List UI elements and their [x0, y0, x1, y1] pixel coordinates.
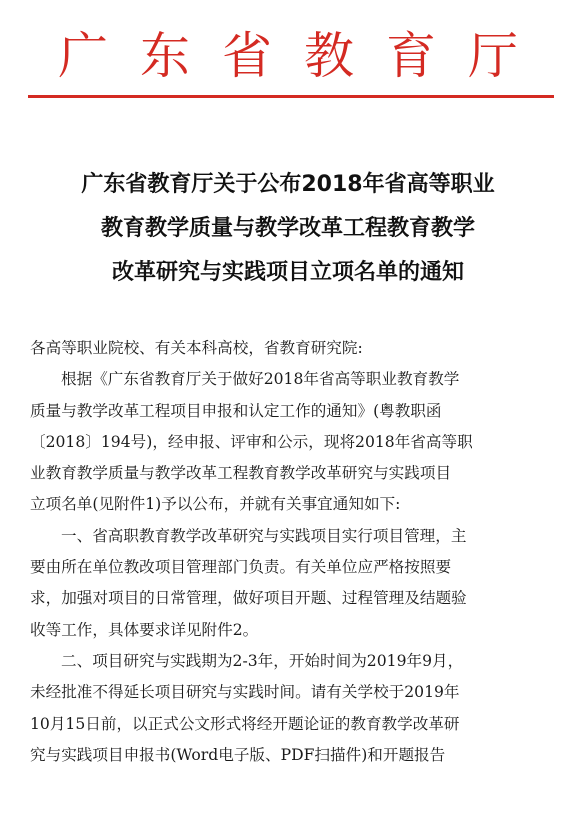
paragraph-3-line: 究与实践项目申报书(Word电子版、PDF扫描件)和开题报告 — [30, 745, 446, 764]
masthead-org-name: 广东省教育厅 — [58, 27, 550, 85]
document-title — [20, 163, 556, 295]
paragraph-3-line: 10月15日前，以正式公文形式将经开题论证的教育教学改革研 — [30, 714, 460, 733]
salutation: 各高等职业院校、有关本科高校，省教育研究院: — [30, 339, 363, 357]
title-line: 改革研究与实践项目立项名单的通知 — [111, 260, 464, 285]
paragraph-1-line: 质量与教学改革工程项目申报和认定工作的通知》(粤教职函 — [30, 401, 442, 420]
paragraph-1-line: 业教育教学质量与教学改革工程教育教学改革研究与实践项目 — [30, 464, 452, 483]
masthead-red-rule — [28, 95, 554, 98]
title-line: 广东省教育厅关于公布2018年省高等职业 — [81, 172, 495, 197]
paragraph-1-line: 〔2018〕194号)，经申报、评审和公示，现将2018年省高等职 — [30, 432, 473, 451]
paragraph-2-line: 收等工作，具体要求详见附件2。 — [30, 620, 259, 639]
paragraph-1-line: 根据《广东省教育厅关于做好2018年省高等职业教育教学 — [61, 370, 460, 389]
document-body — [30, 333, 550, 771]
paragraph-1-line: 立项名单(见附件1)予以公布，并就有关事宜通知如下: — [30, 495, 401, 514]
paragraph-3-line: 未经批准不得延长项目研究与实践时间。请有关学校于2019年 — [30, 683, 460, 702]
paragraph-2-line: 一、省高职教育教学改革研究与实践项目实行项目管理，主 — [61, 526, 467, 545]
paragraph-2-line: 求，加强对项目的日常管理，做好项目开题、过程管理及结题验 — [30, 589, 467, 608]
paragraph-3-line: 二、项目研究与实践期为2-3年，开始时间为2019年9月， — [61, 651, 464, 670]
paragraph-2-line: 要由所在单位教改项目管理部门负责。有关单位应严格按照要 — [30, 558, 452, 577]
title-line: 教育教学质量与教学改革工程教育教学 — [100, 216, 475, 241]
